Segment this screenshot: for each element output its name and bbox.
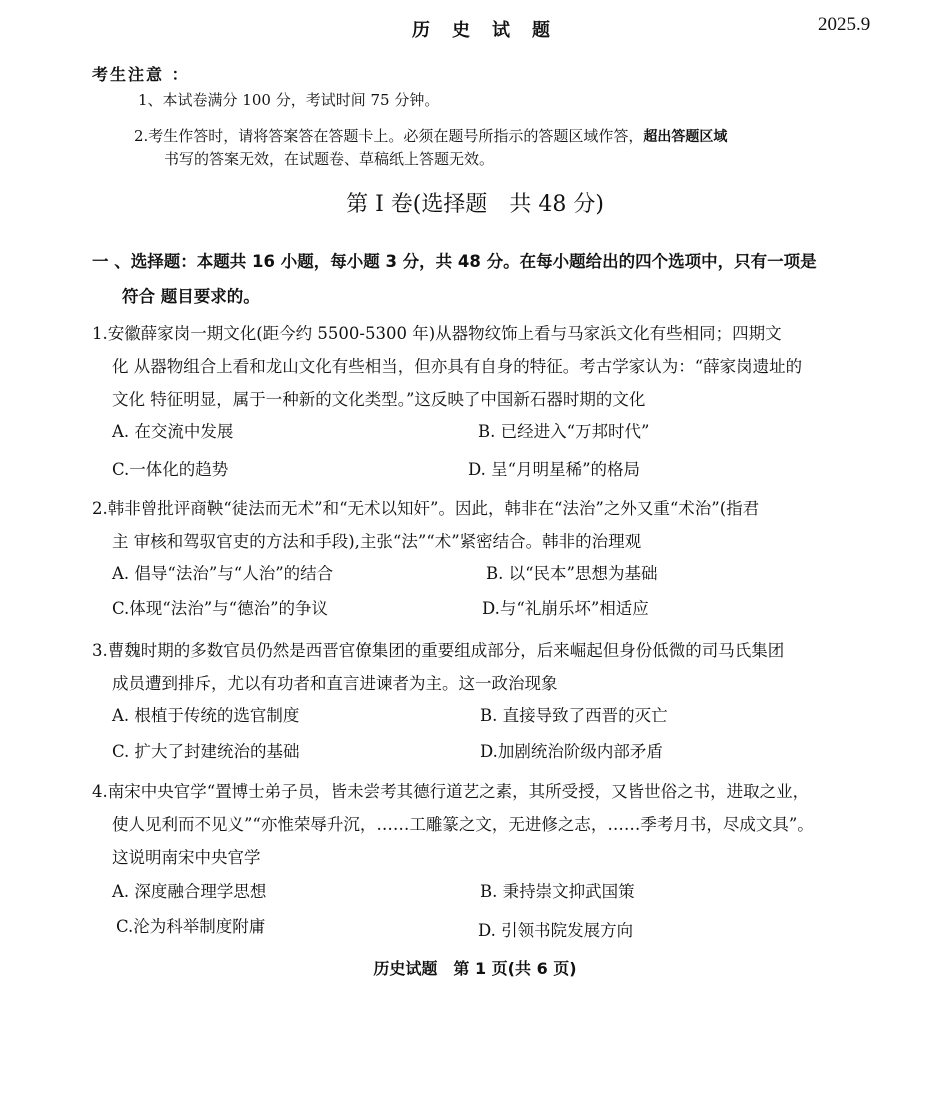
- question-1-line-1: 1.安徽薛家岗一期文化(距今约 5500-5300 年)从器物纹饰上看与马家浜文化有些相同；四期文: [92, 324, 782, 343]
- question-1-line-3: 文化 特征明显，属于一种新的文化类型。”这反映了中国新石器时期的文化: [112, 390, 646, 409]
- question-4-option-b[interactable]: B. 秉持崇文抑武国策: [480, 882, 635, 901]
- question-1-option-c[interactable]: C.一体化的趋势: [112, 460, 229, 479]
- notice-item-2-text: 2.考生作答时，请将答案答在答题卡上。必须在题号所指示的答题区域作答，: [134, 127, 644, 145]
- question-2-option-a[interactable]: A. 倡导“法治”与“人治”的结合: [112, 564, 334, 583]
- question-4-line-2: 使人见利而不见义”“亦惟荣辱升沉，……工雕篆之文，无进修之志，……季考月书，尽成文具”。: [112, 815, 814, 834]
- question-2-line-2: 主 审核和驾驭官吏的方法和手段),主张“法”“术”紧密结合。韩非的治理观: [112, 532, 642, 551]
- page-footer: 历史试题 第 1 页(共 6 页): [373, 959, 577, 978]
- question-3-line-2: 成员遭到排斥，尤以有功者和直言进谏者为主。这一政治现象: [112, 674, 558, 693]
- question-4-option-c[interactable]: C.沦为科举制度附庸: [116, 917, 266, 936]
- question-1-option-a[interactable]: A. 在交流中发展: [112, 422, 234, 441]
- notice-item-2-bold: 超出答题区域: [643, 129, 728, 145]
- question-2-option-b[interactable]: B. 以“民本”思想为基础: [486, 564, 658, 583]
- question-4-line-1: 4.南宋中央官学“置博士弟子员，皆未尝考其德行道艺之素，其所受授，又皆世俗之书，进取之业，: [92, 782, 810, 801]
- question-3-option-b[interactable]: B. 直接导致了西晋的灭亡: [480, 706, 668, 725]
- question-1-option-b[interactable]: B. 已经进入“万邦时代”: [478, 422, 650, 441]
- question-2-option-c[interactable]: C.体现“法治”与“德治”的争议: [112, 599, 329, 618]
- question-3-option-d[interactable]: D.加剧统治阶级内部矛盾: [480, 742, 663, 761]
- question-4-line-3: 这说明南宋中央官学: [112, 848, 261, 867]
- notice-item-1: 1、本试卷满分 100 分，考试时间 75 分钟。: [138, 91, 440, 109]
- question-1-option-d[interactable]: D. 呈“月明星稀”的格局: [468, 460, 641, 479]
- question-2-option-d[interactable]: D.与“礼崩乐坏”相适应: [482, 599, 649, 618]
- part-title: 第 Ⅰ 卷(选择题 共 48 分): [346, 192, 604, 217]
- question-4-option-a[interactable]: A. 深度融合理学思想: [112, 882, 267, 901]
- question-3-option-c[interactable]: C. 扩大了封建统治的基础: [112, 742, 300, 761]
- question-4-option-d[interactable]: D. 引领书院发展方向: [478, 921, 634, 940]
- question-3-option-a[interactable]: A. 根植于传统的选官制度: [112, 706, 300, 725]
- question-3-line-1: 3.曹魏时期的多数官员仍然是西晋官僚集团的重要组成部分，后来崛起但身份低微的司马氏集团: [92, 641, 785, 660]
- notice-item-2-line-2: 书写的答案无效，在试题卷、草稿纸上答题无效。: [164, 150, 495, 168]
- notice-heading: 考生注意 ：: [92, 65, 190, 84]
- exam-title: 历史试题: [412, 20, 572, 41]
- exam-date: 2025.9: [818, 14, 871, 35]
- question-2-line-1: 2.韩非曾批评商鞅“徒法而无术”和“无术以知奸”。因此，韩非在“法治”之外又重“术治”(指君: [92, 499, 760, 518]
- section-heading-line-2: 符合 题目要求的。: [122, 287, 260, 306]
- section-heading-line-1: 一 、选择题：本题共 16 小题，每小题 3 分，共 48 分。在每小题给出的四个选项中，只有一项是: [92, 252, 817, 271]
- question-1-line-2: 化 从器物组合上看和龙山文化有些相当，但亦具有自身的特征。考古学家认为：“薛家岗遗址的: [112, 357, 803, 376]
- notice-item-2-line-1: [134, 125, 727, 146]
